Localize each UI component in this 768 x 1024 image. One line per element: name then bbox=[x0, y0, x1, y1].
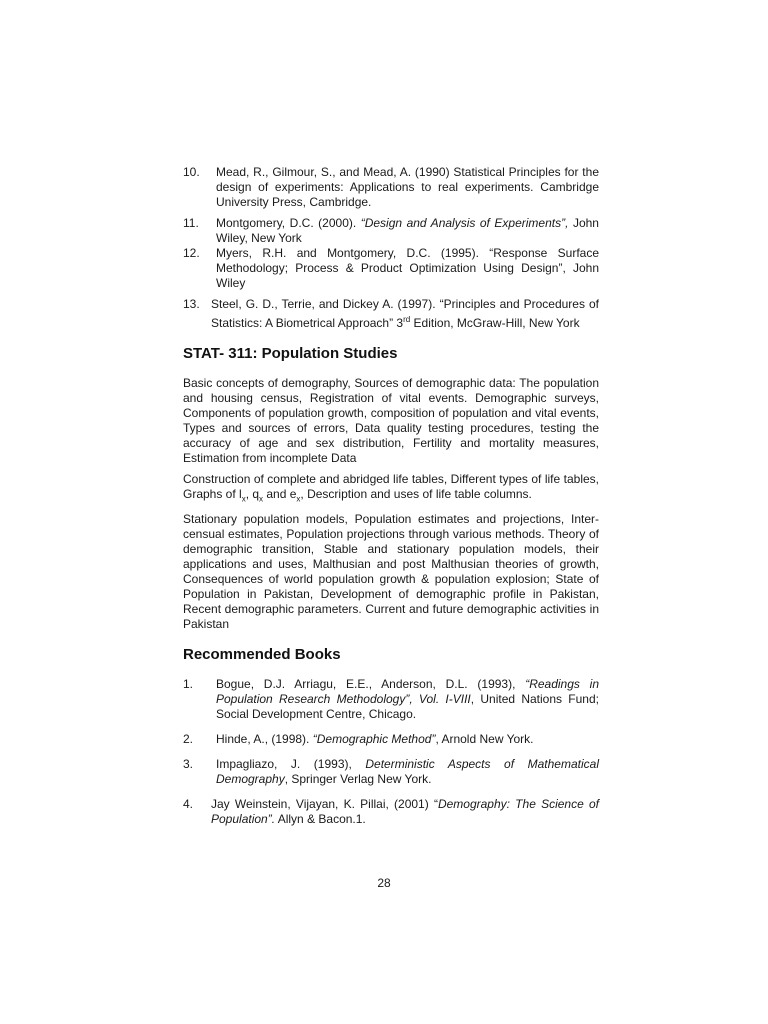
book-item bbox=[183, 677, 599, 722]
course-paragraph bbox=[183, 472, 599, 506]
reference-text: Mead, R., Gilmour, S., and Mead, A. (1990) Statistical Principles for the design of experiments: Applications to real experiments. Cambridge University Press, Cambridge. bbox=[216, 165, 599, 209]
reference-text: Montgomery, D.C. (2000). bbox=[216, 216, 361, 230]
reference-item bbox=[183, 297, 599, 331]
book-title: Demography: The Science of Population”. bbox=[211, 797, 599, 827]
course-paragraph: Basic concepts of demography, Sources of demographic data: The population and housing census, Registration of vital events. Demographic surveys, Components of population growth, composition of population and vital events, Types and sources of errors, Data quality testing procedures, testing the accuracy of age and sex distribution, Fertility and mortality measures, Estimation from incomplete Data bbox=[183, 376, 599, 465]
book-text: , United Nations Fund; Social Development Centre, Chicago. bbox=[216, 692, 599, 722]
paragraph-text: , q bbox=[245, 487, 260, 501]
book-title: Deterministic Aspects of Mathematical Demography bbox=[216, 757, 599, 787]
book-text: Hinde, A., (1998). bbox=[216, 732, 313, 747]
reference-item bbox=[183, 216, 599, 246]
book-text: Allyn & Bacon.1. bbox=[275, 812, 366, 827]
book-title: “Readings in Population Research Methodology”, Vol. I-VIII bbox=[216, 677, 600, 707]
document-page bbox=[183, 165, 599, 827]
subscript: x bbox=[259, 494, 264, 504]
reference-title: “Design and Analysis of Experiments”, bbox=[360, 216, 569, 230]
reference-item bbox=[183, 165, 599, 210]
books-heading: Recommended Books bbox=[183, 646, 341, 664]
reference-item bbox=[183, 246, 599, 291]
paragraph-text: Construction of complete and abridged life tables, Different types of life tables, Graphs of l bbox=[183, 472, 599, 501]
book-number: 2. bbox=[183, 732, 194, 747]
reference-text: Steel, G. D., Terrie, and Dickey A. (1997). “Principles and Procedures of Statistics: A Biometrical Approach” 3 bbox=[211, 297, 599, 330]
subscript: x bbox=[241, 494, 246, 504]
book-text: , Springer Verlag New York. bbox=[284, 772, 432, 787]
reference-sup: rd bbox=[403, 315, 411, 324]
reference-text: Myers, R.H. and Montgomery, D.C. (1995). “Response Surface Methodology; Process & Product Optimization Using Design”, John Wiley bbox=[216, 246, 599, 290]
book-text: Jay Weinstein, Vijayan, K. Pillai, (2001) “ bbox=[211, 797, 438, 812]
page-number: 28 bbox=[377, 876, 391, 890]
paragraph-text: , Description and uses of life table columns. bbox=[300, 487, 532, 501]
reference-text: Edition, McGraw-Hill, New York bbox=[410, 316, 580, 330]
course-paragraph: Stationary population models, Population estimates and projections, Inter-censual estimates, Population projections through various methods. Theory of demographic transition, Stable and stationary population models, their applications and uses, Malthusian and post Malthusian theories of growth, Consequences of world population growth & population explosion; State of Population in Pakistan, Development of demographic profile in Pakistan, Recent demographic parameters. Current and future demographic activities in Pakistan bbox=[183, 512, 599, 632]
book-item bbox=[183, 732, 599, 747]
book-title: “Demographic Method” bbox=[312, 732, 436, 747]
reference-text: John Wiley, New York bbox=[216, 216, 599, 245]
course-heading: STAT- 311: Population Studies bbox=[183, 345, 398, 362]
book-text: , Arnold New York. bbox=[435, 732, 534, 747]
reference-number: 11. bbox=[183, 216, 199, 230]
book-number: 3. bbox=[183, 757, 194, 772]
reference-number: 13. bbox=[183, 297, 200, 311]
reference-number: 12. bbox=[183, 246, 200, 260]
reference-number: 10. bbox=[183, 165, 200, 179]
book-number: 4. bbox=[183, 797, 194, 812]
subscript: x bbox=[296, 494, 301, 504]
book-text: Impagliazo, J. (1993), bbox=[216, 757, 366, 772]
book-text: Bogue, D.J. Arriagu, E.E., Anderson, D.L. (1993), bbox=[216, 677, 526, 692]
book-item bbox=[183, 757, 599, 787]
paragraph-text: and e bbox=[263, 487, 297, 501]
book-item bbox=[183, 797, 599, 827]
book-number: 1. bbox=[183, 677, 194, 692]
